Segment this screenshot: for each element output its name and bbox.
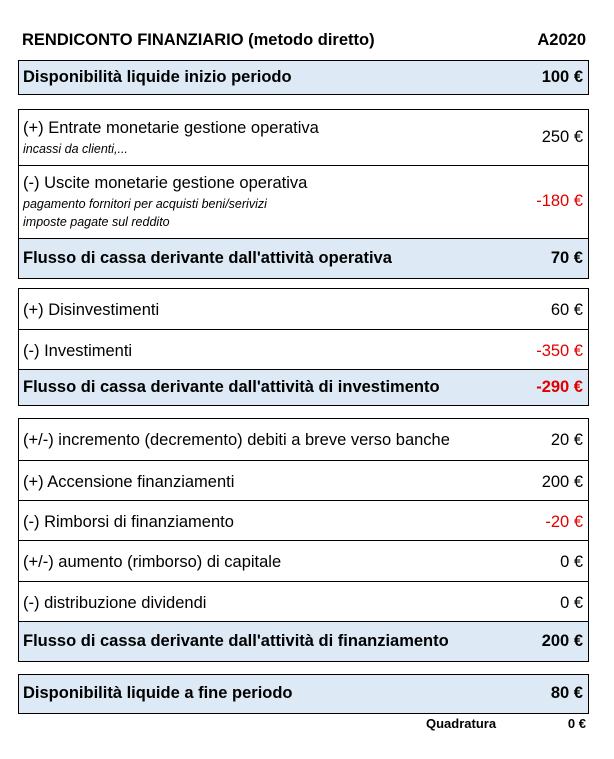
capital-change-label: (+/-) aumento (rimborso) di capitale — [23, 553, 282, 571]
operating-outflows-label: (-) Uscite monetarie gestione operativa — [23, 174, 308, 192]
opening-balance-row — [19, 61, 588, 94]
closing-balance-row — [19, 675, 588, 713]
loan-repayments-value: -20 € — [545, 513, 583, 531]
financing-item-row — [19, 500, 588, 540]
investing-total-row — [19, 369, 588, 405]
operating-inflows-row — [19, 110, 588, 165]
investments-label: (-) Investimenti — [23, 342, 133, 360]
dividends-label: (-) distribuzione dividendi — [23, 594, 207, 612]
dividends-value: 0 € — [560, 594, 583, 612]
operating-outflows-note-suppliers: pagamento fornitori per acquisti beni/serivizi — [23, 197, 267, 211]
operating-inflows-label: (+) Entrate monetarie gestione operativa — [23, 119, 319, 137]
check-label: Quadratura — [426, 716, 497, 731]
operating-inflows-note: incassi da clienti,... — [23, 142, 128, 156]
investing-total-value: -290 € — [536, 378, 583, 396]
loan-repayments-label: (-) Rimborsi di finanziamento — [23, 513, 234, 531]
short-term-bank-debt-label: (+/-) incremento (decremento) debiti a breve verso banche — [23, 431, 450, 449]
financing-item-row — [19, 540, 588, 581]
operating-outflows-note-taxes: imposte pagate sul reddito — [23, 215, 170, 229]
check-value: 0 € — [567, 716, 586, 731]
operating-total-row — [19, 238, 588, 278]
short-term-bank-debt-value: 20 € — [550, 431, 583, 449]
operating-outflows-value: -180 € — [536, 192, 583, 210]
capital-change-value: 0 € — [560, 553, 583, 571]
investing-total-label: Flusso di cassa derivante dall'attività di investimento — [23, 378, 440, 396]
financing-item-row — [19, 460, 588, 500]
financing-item-row — [19, 419, 588, 460]
closing-balance-value: 80 € — [550, 684, 583, 702]
financing-item-row — [19, 581, 588, 621]
opening-balance-block — [18, 60, 589, 95]
closing-balance-block — [18, 674, 589, 714]
operating-outflows-row — [19, 165, 588, 238]
closing-balance-label: Disponibilità liquide a fine periodo — [23, 684, 293, 702]
divestments-label: (+) Disinvestimenti — [23, 301, 160, 319]
investments-value: -350 € — [536, 342, 583, 360]
investments-row — [19, 329, 588, 369]
operating-total-label: Flusso di cassa derivante dall'attività operativa — [23, 249, 392, 267]
report-title: RENDICONTO FINANZIARIO (metodo diretto) — [22, 31, 375, 49]
operating-total-value: 70 € — [550, 249, 583, 267]
new-loans-label: (+) Accensione finanziamenti — [23, 473, 235, 491]
operating-inflows-value: 250 € — [541, 128, 583, 146]
opening-balance-value: 100 € — [541, 68, 583, 86]
financing-activities-block — [18, 418, 589, 662]
financing-total-label: Flusso di cassa derivante dall'attività di finanziamento — [23, 632, 449, 650]
investing-activities-block — [18, 288, 589, 406]
new-loans-value: 200 € — [541, 473, 583, 491]
report-header — [22, 31, 586, 53]
operating-activities-block — [18, 109, 589, 279]
year-column-header: A2020 — [537, 31, 586, 49]
financing-total-value: 200 € — [541, 632, 583, 650]
financing-total-row — [19, 621, 588, 661]
divestments-row — [19, 289, 588, 329]
opening-balance-label: Disponibilità liquide inizio periodo — [23, 68, 292, 86]
divestments-value: 60 € — [550, 301, 583, 319]
